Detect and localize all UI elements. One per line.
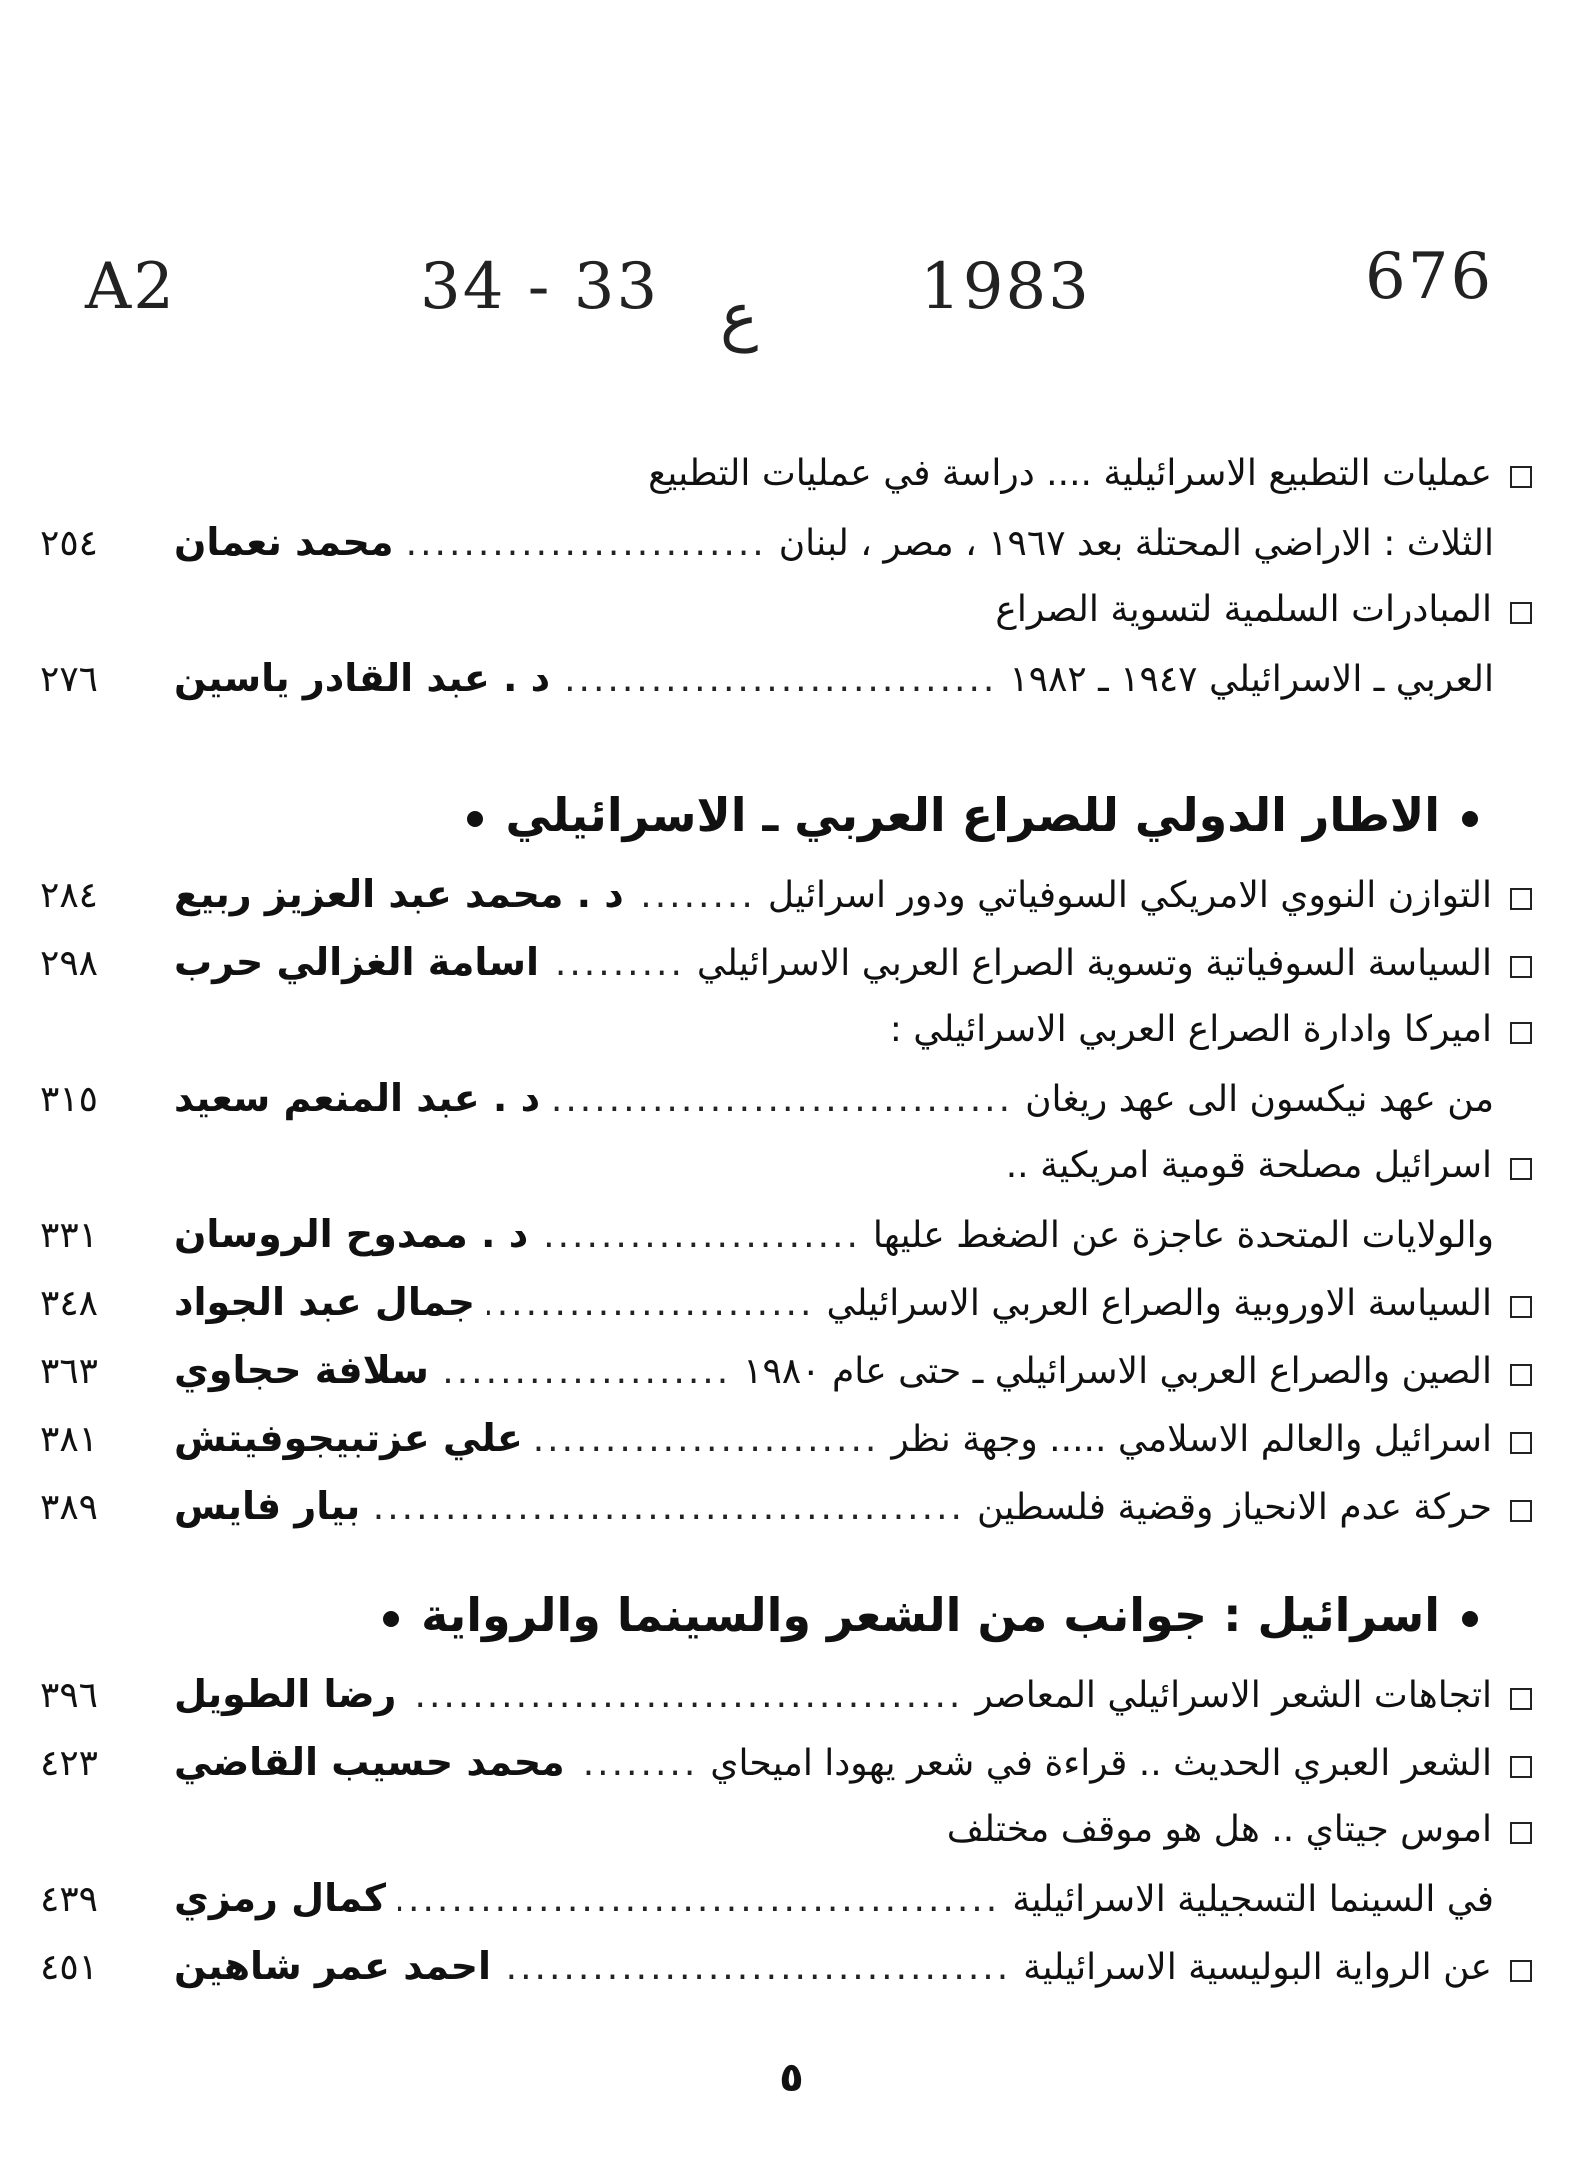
- entry-title-cont: من عهد نيكسون الى عهد ريغان: [1025, 1079, 1494, 1120]
- entry-title: عمليات التطبيع الاسرائيلية .... دراسة في عمليات التطبيع: [648, 453, 1492, 494]
- checkbox-icon: [1510, 1296, 1532, 1318]
- entry-author: د . ممدوح الروسان: [174, 1212, 529, 1256]
- entry-author: رضا الطويل: [174, 1672, 397, 1716]
- leader-dots: [503, 1934, 1011, 2002]
- entry-author: احمد عمر شاهين: [174, 1944, 492, 1988]
- entry-page: ٣١٥: [40, 1079, 99, 1120]
- entry-author: علي عزتبيجوفيتش: [174, 1416, 523, 1460]
- entry-title: التوازن النووي الامريكي السوفياتي ودور اسرائيل: [767, 875, 1492, 916]
- leader-dots: [577, 1730, 699, 1798]
- entry-title-cont: الثلاث : الاراضي المحتلة بعد ١٩٦٧ ، مصر ، لبنان: [778, 523, 1494, 564]
- list-item: [40, 1132, 1540, 1200]
- entry-page: ٢٧٦: [40, 659, 99, 700]
- handwritten-issue-mark: ع: [720, 280, 759, 354]
- entry-page: ٢٩٨: [40, 943, 99, 984]
- entry-author: كمال رمزي: [174, 1876, 386, 1920]
- entry-author: محمد حسيب القاضي: [174, 1740, 565, 1784]
- checkbox-icon: [1510, 956, 1532, 978]
- list-item: [40, 1336, 1540, 1404]
- leader-dots: [540, 1202, 861, 1270]
- bullet-icon: [383, 1611, 399, 1627]
- list-item: [40, 928, 1540, 996]
- list-item: [40, 1932, 1540, 2000]
- leader-dots: [405, 510, 766, 578]
- section-heading-text: اسرائيل : جوانب من الشعر والسينما والرواية: [421, 1588, 1440, 1642]
- entry-title: المبادرات السلمية لتسوية الصراع: [995, 589, 1492, 630]
- list-item: [40, 1200, 1540, 1268]
- entry-title: حركة عدم الانحياز وقضية فلسطين: [976, 1487, 1492, 1528]
- section-international: [40, 770, 1540, 1540]
- entry-page: ٣٨١: [40, 1419, 99, 1460]
- entry-page: ٢٨٤: [40, 875, 99, 916]
- leader-dots: [551, 930, 685, 998]
- entry-title-cont: في السينما التسجيلية الاسرائيلية: [1012, 1879, 1494, 1920]
- leader-dots: [372, 1474, 965, 1542]
- entry-title: اموس جيتاي .. هل هو موقف مختلف: [946, 1809, 1492, 1850]
- leader-dots: [398, 1866, 1000, 1934]
- section-heading: [40, 1570, 1540, 1660]
- list-item: [40, 1796, 1540, 1864]
- entry-page: ٣٦٣: [40, 1351, 99, 1392]
- checkbox-icon: [1510, 466, 1532, 488]
- checkbox-icon: [1510, 1756, 1532, 1778]
- handwritten-code: A2: [85, 250, 176, 324]
- list-item: [40, 576, 1540, 644]
- entry-title: اسرائيل مصلحة قومية امريكية ..: [1005, 1145, 1492, 1186]
- leader-dots: [441, 1338, 731, 1406]
- list-item: [40, 860, 1540, 928]
- list-item: [40, 644, 1540, 712]
- leader-dots: [636, 862, 756, 930]
- checkbox-icon: [1510, 1158, 1532, 1180]
- entry-page: ٤٣٩: [40, 1879, 99, 1920]
- checkbox-icon: [1510, 1960, 1532, 1982]
- leader-dots: [535, 1406, 879, 1474]
- list-item: [40, 1472, 1540, 1540]
- entry-page: ٣٩٦: [40, 1675, 99, 1716]
- leader-dots: [562, 646, 997, 714]
- list-item: [40, 1064, 1540, 1132]
- entry-author: محمد نعمان: [174, 520, 394, 564]
- entry-title: الصين والصراع العربي الاسرائيلي ـ حتى عام ١٩٨٠: [743, 1351, 1492, 1392]
- handwritten-number: 676: [1365, 240, 1494, 314]
- top-entries: [40, 440, 1540, 712]
- entry-page: ٤٢٣: [40, 1743, 99, 1784]
- entry-author: د . عبد المنعم سعيد: [174, 1076, 541, 1120]
- entry-title: السياسة الاوروبية والصراع العربي الاسرائيلي: [826, 1283, 1492, 1324]
- entry-title: السياسة السوفياتية وتسوية الصراع العربي الاسرائيلي: [696, 943, 1492, 984]
- entry-title: الشعر العبري الحديث .. قراءة في شعر يهودا اميحاي: [710, 1743, 1492, 1784]
- bullet-icon: [467, 811, 483, 827]
- entry-author: د . عبد القادر ياسين: [174, 656, 551, 700]
- entry-page: ٣٤٨: [40, 1283, 99, 1324]
- checkbox-icon: [1510, 1688, 1532, 1710]
- list-item: [40, 440, 1540, 508]
- list-item: [40, 996, 1540, 1064]
- leader-dots: [552, 1066, 1013, 1134]
- entry-title: اسرائيل والعالم الاسلامي ..... وجهة نظر: [891, 1419, 1492, 1460]
- section-heading: [40, 770, 1540, 860]
- list-item: [40, 1728, 1540, 1796]
- entry-title-cont: العربي ـ الاسرائيلي ١٩٤٧ ـ ١٩٨٢: [1009, 659, 1494, 700]
- checkbox-icon: [1510, 1432, 1532, 1454]
- entry-author: د . محمد عبد العزيز ربيع: [174, 872, 624, 916]
- entry-author: بيار فايس: [174, 1484, 361, 1528]
- leader-dots: [487, 1270, 814, 1338]
- entry-author: جمال عبد الجواد: [174, 1280, 476, 1324]
- entry-page: ٣٣١: [40, 1215, 99, 1256]
- list-item: [40, 1404, 1540, 1472]
- leader-dots: [408, 1662, 963, 1730]
- entry-title: عن الرواية البوليسية الاسرائيلية: [1023, 1947, 1492, 1988]
- checkbox-icon: [1510, 1364, 1532, 1386]
- entry-author: اسامة الغزالي حرب: [174, 940, 540, 984]
- entry-author: سلافة حجاوي: [174, 1348, 429, 1392]
- list-item: [40, 1660, 1540, 1728]
- checkbox-icon: [1510, 1822, 1532, 1844]
- section-heading-text: الاطار الدولي للصراع العربي ـ الاسرائيلي: [505, 788, 1440, 842]
- list-item: [40, 1268, 1540, 1336]
- bullet-icon: [1462, 811, 1478, 827]
- checkbox-icon: [1510, 602, 1532, 624]
- list-item: [40, 508, 1540, 576]
- checkbox-icon: [1510, 888, 1532, 910]
- entry-page: ٢٥٤: [40, 523, 99, 564]
- checkbox-icon: [1510, 1022, 1532, 1044]
- entry-page: ٣٨٩: [40, 1487, 99, 1528]
- entry-title-cont: والولايات المتحدة عاجزة عن الضغط عليها: [872, 1215, 1494, 1256]
- entry-title: اميركا وادارة الصراع العربي الاسرائيلي :: [889, 1009, 1492, 1050]
- page-number: ٥: [779, 2055, 804, 2101]
- handwritten-year: 1983: [920, 250, 1091, 324]
- checkbox-icon: [1510, 1500, 1532, 1522]
- list-item: [40, 1864, 1540, 1932]
- handwritten-pages-range: 34 - 33: [420, 250, 660, 324]
- entry-page: ٤٥١: [40, 1947, 99, 1988]
- section-poetry-cinema-novel: [40, 1570, 1540, 2000]
- entry-title: اتجاهات الشعر الاسرائيلي المعاصر: [975, 1675, 1492, 1716]
- bullet-icon: [1462, 1611, 1478, 1627]
